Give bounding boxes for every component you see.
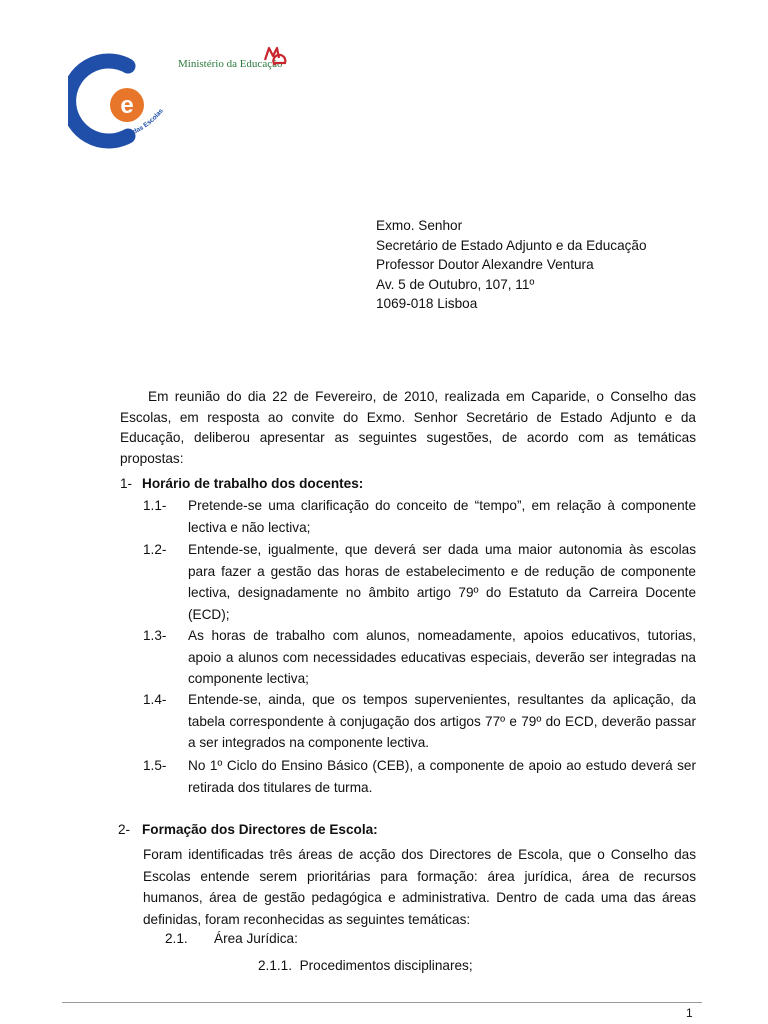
- item-text: Entende-se, ainda, que os tempos supervenientes, resultantes da aplicação, da tabela correspondente à conjugação dos artigos 77º e 79º do ECD, deverão passar a ser integrados na componente lectiva.: [188, 692, 696, 750]
- item-number: 1.5-: [143, 758, 167, 773]
- item-number: 1.3-: [143, 628, 167, 643]
- item-text: As horas de trabalho com alunos, nomeadamente, apoios educativos, tutorias, apoio a alunos com necessidades educativas especiais, deverão ser integradas na componente lectiva;: [188, 628, 696, 686]
- page-number: 1: [686, 1006, 693, 1020]
- subsection-number: 2.1.: [165, 931, 188, 946]
- conselho-das-escolas-logo: [68, 50, 178, 150]
- item-number: 1.2-: [143, 542, 167, 557]
- address-line: 1069-018 Lisboa: [376, 296, 478, 311]
- section-title: Horário de trabalho dos docentes:: [142, 476, 364, 491]
- ministry-mark-icon: [262, 46, 288, 72]
- recipient-address: [376, 216, 647, 314]
- item-number: 1.4-: [143, 692, 167, 707]
- item-text: Pretende-se uma clarificação do conceito de “tempo”, em relação à componente lectiva e não lectiva;: [188, 498, 696, 535]
- subsection-title: Área Jurídica:: [214, 931, 298, 946]
- svg-text:e: e: [120, 92, 134, 119]
- ministry-name: Ministério da Educação: [178, 58, 283, 70]
- item-number: 1.1-: [143, 498, 167, 513]
- address-line: Secretário de Estado Adjunto e da Educação: [376, 237, 647, 253]
- item-text: Entende-se, igualmente, que deverá ser dada uma maior autonomia às escolas para fazer a gestão das horas de estabelecimento e de redução de componente lectiva, designadamente no âmbito artigo 79º do Estatuto da Carreira Docente (ECD);: [188, 542, 696, 622]
- section-number: 2-: [118, 822, 131, 837]
- section-text: Foram identificadas três áreas de acção dos Directores de Escola, que o Conselho das Escolas entende serem prioritárias para formação: área jurídica, área de recursos humanos, área de gestão pedagógica e administrativa. Dentro de cada uma das áreas definidas, foram reconhecidas as seguintes temáticas:: [143, 847, 696, 927]
- section-number: 1-: [120, 476, 133, 491]
- section-title: Formação dos Directores de Escola:: [142, 822, 378, 837]
- footer-rule: [62, 1002, 702, 1003]
- address-line: Professor Doutor Alexandre Ventura: [376, 257, 594, 272]
- item-text: No 1º Ciclo do Ensino Básico (CEB), a componente de apoio ao estudo deverá ser retirada dos titulares de turma.: [188, 758, 696, 795]
- logo-caption: Conselho das Escolas: [102, 107, 165, 141]
- address-line: Exmo. Senhor: [376, 218, 463, 233]
- subsubsection-title: 2.1.1. Procedimentos disciplinares;: [258, 958, 473, 973]
- intro-paragraph: Em reunião do dia 22 de Fevereiro, de 2010, realizada em Caparide, o Conselho das Escolas, em resposta ao convite do Exmo. Senhor Secretário de Estado Adjunto e da Educação, deliberou apresentar as seguintes sugestões, de acordo com as temáticas propostas:: [120, 389, 696, 466]
- address-line: Av. 5 de Outubro, 107, 11º: [376, 276, 535, 292]
